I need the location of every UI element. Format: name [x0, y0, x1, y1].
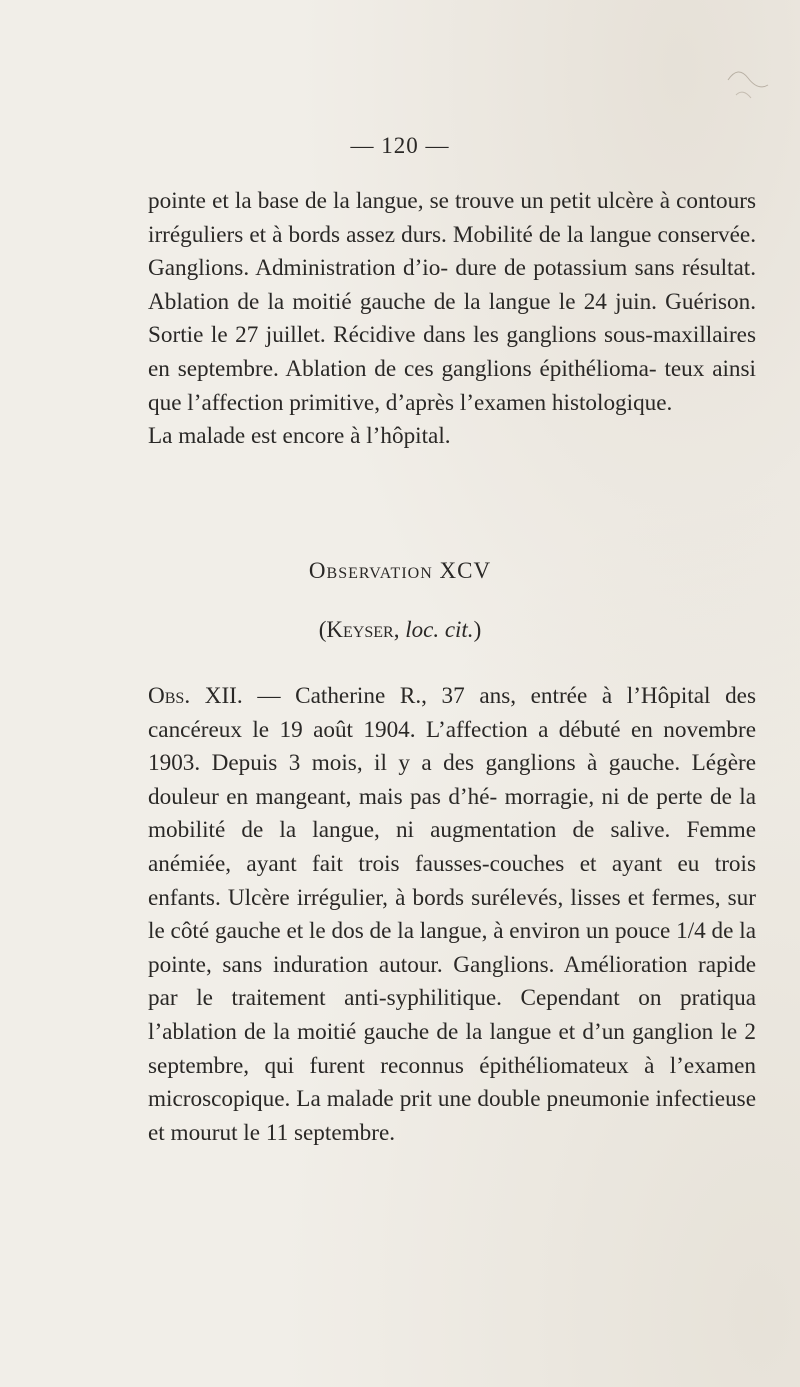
reference-line: [0, 617, 800, 643]
ref-close-paren: ): [473, 617, 482, 642]
page-number: — 120 —: [350, 133, 450, 158]
paragraph-continuation: pointe et la base de la langue, se trouve un petit ulcère à contours irréguliers et à bords assez durs. Mobilité de la langue conservée. Ganglions. Administration d’io- dure de potassium sans résultat. Ablation de la moitié gauche de la langue le 24 juin. Guérison. Sortie le 27 juillet. Récidive dans les ganglions sous-maxillaires en septembre. Ablation de ces ganglions épithélioma- teux ainsi que l’affection primitive, d’après l’examen histologique.: [148, 188, 756, 416]
paragraph-status: La malade est encore à l’hôpital.: [148, 423, 451, 450]
pencil-mark-icon: [718, 60, 778, 120]
observation-text: — Catherine R., 37 ans, entrée à l’Hôpital des cancéreux le 19 août 1904. L’affection a débuté en novembre 1903. Depuis 3 mois, il y a des ganglions à gauche. Légère douleur en mangeant, mais pas d’hé- morragie, ni de perte de la mobilité de la langue, ni augmentation de salive. Femme anémiée, ayant fait trois fausses-couches et ayant eu trois enfants. Ulcère irrégulier, à bords surélevés, lisses et fermes, sur le côté gauche et le dos de la langue, à environ un pouce 1/4 de la pointe, sans induration autour. Ganglions. Amélioration rapide par le traitement anti-syphilitique. Cependant on pratiqua l’ablation de la moitié gauche de la langue et d’un ganglion le 2 septembre, qui furent reconnus épithéliomateux à l’examen microscopique. La malade prit une double pneumonie infectieuse et mourut le 11 septembre.: [148, 683, 756, 1146]
obs-label: Obs. XII.: [148, 683, 243, 709]
observation-body: [148, 680, 756, 1150]
ref-author: Keyser: [326, 617, 394, 642]
observation-paragraph: [148, 680, 756, 1150]
continued-observation-text: [148, 185, 756, 454]
ref-separator: ,: [393, 617, 406, 642]
observation-heading: Observation XCV: [308, 558, 492, 583]
ref-citation: loc. cit.: [405, 617, 474, 642]
ref-open-paren: (: [318, 617, 327, 642]
